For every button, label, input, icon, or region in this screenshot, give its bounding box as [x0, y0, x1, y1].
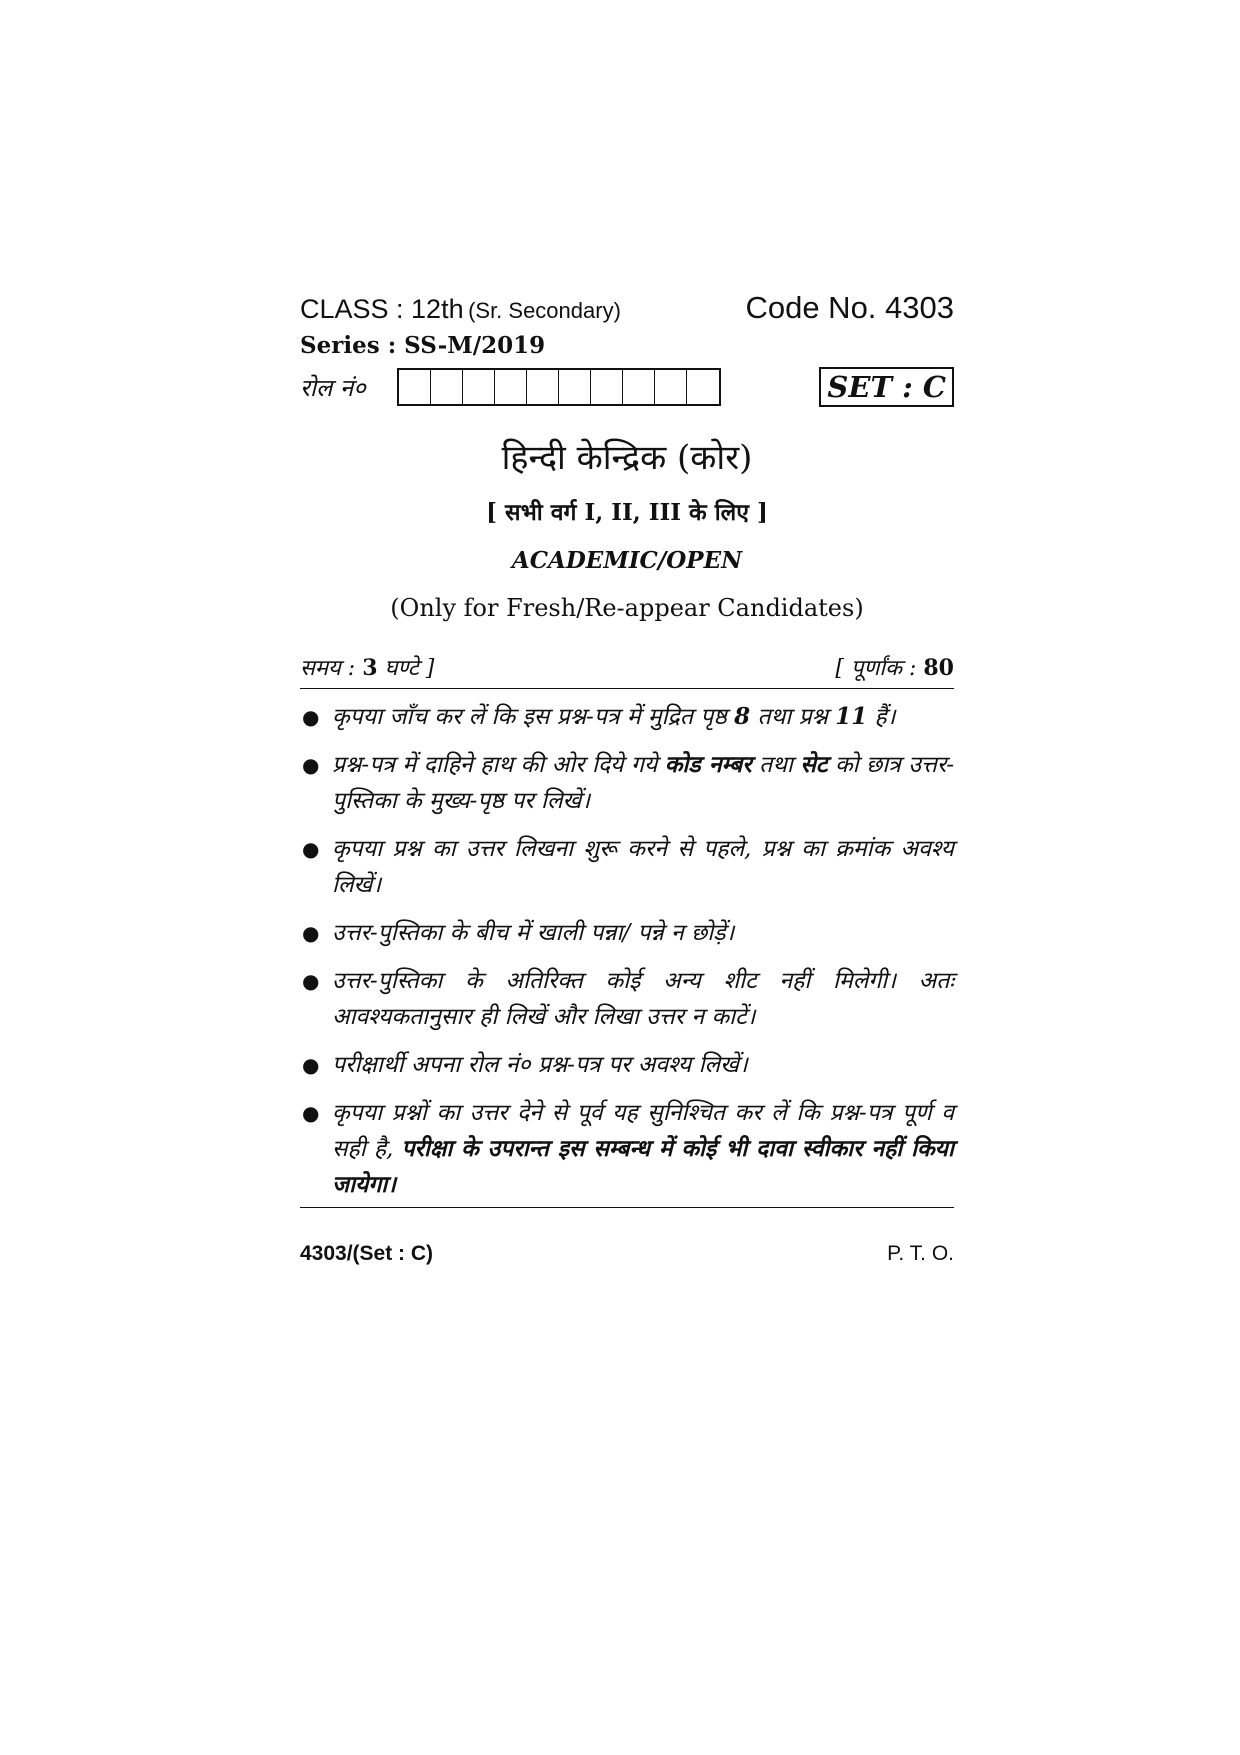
- roll-number-box[interactable]: [431, 370, 463, 404]
- footer-pto: P. T. O.: [887, 1242, 954, 1265]
- bullet-icon: ●: [302, 969, 320, 993]
- max-marks-label: [ पूर्णांक : 80: [835, 655, 954, 681]
- instruction-item: ● परीक्षार्थी अपना रोल नं० प्रश्न-पत्र पर अवश्य लिखें।: [300, 1047, 954, 1083]
- roll-number-boxes[interactable]: [397, 368, 721, 406]
- roll-number-label: रोल नं०: [300, 373, 366, 402]
- bullet-icon: ●: [302, 705, 320, 729]
- class-code-line: [300, 290, 954, 326]
- paper-subtitle: [ सभी वर्ग I, II, III के लिए ]: [486, 499, 768, 526]
- time-label: समय : 3 घण्टे ]: [300, 655, 435, 681]
- bullet-icon: ●: [302, 1101, 320, 1125]
- bullet-icon: ●: [302, 837, 320, 861]
- time-marks-row: [300, 652, 954, 689]
- instruction-item: ● प्रश्न-पत्र में दाहिने हाथ की ओर दिये गये कोड नम्बर तथा सेट को छात्र उत्तर-पुस्तिका के मुख्य-पृष्ठ पर लिखें।: [300, 747, 954, 819]
- bullet-icon: ●: [302, 921, 320, 945]
- class-sub: (Sr. Secondary): [468, 298, 621, 323]
- set-badge: SET : C: [819, 367, 954, 407]
- roll-number-box[interactable]: [527, 370, 559, 404]
- roll-number-box[interactable]: [463, 370, 495, 404]
- roll-number-box[interactable]: [623, 370, 655, 404]
- roll-number-box[interactable]: [559, 370, 591, 404]
- series-label: Series : SS-M/2019: [300, 332, 546, 359]
- roll-number-box[interactable]: [399, 370, 431, 404]
- roll-number-row: [300, 367, 954, 407]
- roll-number-box[interactable]: [687, 370, 719, 404]
- page-footer: [300, 1242, 954, 1266]
- exam-cover-page: [300, 290, 954, 1266]
- code-number: Code No. 4303: [745, 290, 954, 325]
- class-main: CLASS : 12th: [300, 294, 464, 324]
- paper-title: हिन्दी केन्द्रिक (कोर): [501, 438, 753, 478]
- bullet-icon: ●: [302, 1053, 320, 1077]
- roll-number-box[interactable]: [495, 370, 527, 404]
- roll-number-box[interactable]: [655, 370, 687, 404]
- instruction-item: ● कृपया जाँच कर लें कि इस प्रश्न-पत्र में मुद्रित पृष्ठ 8 तथा प्रश्न 11 हैं।: [300, 699, 954, 735]
- bullet-icon: ●: [302, 753, 320, 777]
- roll-number-box[interactable]: [591, 370, 623, 404]
- instruction-item: ● उत्तर-पुस्तिका के अतिरिक्त कोई अन्य शीट नहीं मिलेगी। अतः आवश्यकतानुसार ही लिखें और लिखा उत्तर न काटें।: [300, 963, 954, 1035]
- instruction-item: ● उत्तर-पुस्तिका के बीच में खाली पन्ना/ पन्ने न छोड़ें।: [300, 915, 954, 951]
- academic-open-label: ACADEMIC/OPEN: [511, 547, 743, 574]
- instructions-list: [300, 699, 954, 1208]
- instruction-item: ● कृपया प्रश्न का उत्तर लिखना शुरू करने से पहले, प्रश्न का क्रमांक अवश्य लिखें।: [300, 831, 954, 903]
- instruction-item: ● कृपया प्रश्नों का उत्तर देने से पूर्व यह सुनिश्चित कर लें कि प्रश्न-पत्र पूर्ण व सही है, परीक्षा के उपरान्त इस सम्बन्ध में कोई भी दावा स्वीकार नहीं किया जायेगा।: [300, 1095, 954, 1203]
- class-label: [300, 294, 621, 325]
- footer-code: 4303/(Set : C): [300, 1242, 434, 1265]
- candidates-note: (Only for Fresh/Re-appear Candidates): [390, 594, 864, 622]
